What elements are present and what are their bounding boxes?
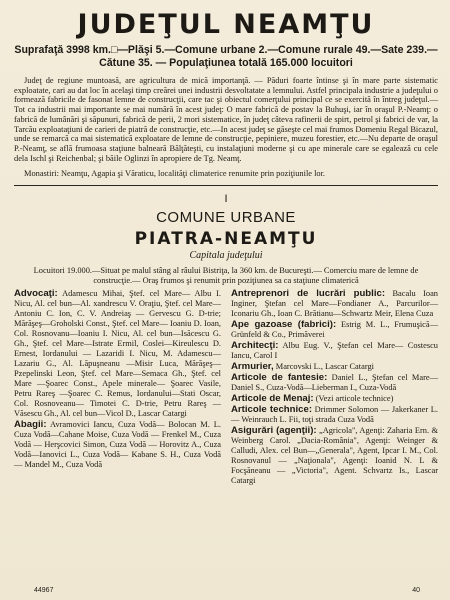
entry-text: Bacalu Ioan Inginer, Ştefan cel Mare—Fondianer A., Parcurilor—Iconariu Gh., Ioan C. Brătianu—Schwartz Meir, Elena Cuza (231, 289, 438, 319)
entry-text: Adamescu Mihai, Ştef. cel Mare— Albu I. Nicu, Al. cel bun—Al. xandrescu V. Oraţiu, Ştef. cel Mare—Antoniu C. Ion, C. V. Andreiaş — Gervescu G. D-trie; Mărăşeş—Groholski Const., Ştef. cel Mare— Ioaniu D. Ioan, Col. Rosnovanu—Ioaniu I. Nicu, Al. cel bun—Isăcescu G. Gh., Ştef. cel Mare—Istrate Ermil, Coslei—Kireulescu D. Ernest, Iordanului — Lazaridi I. Nicu, M. Adamescu—Lazariu G., Al. Lăpuşneanu —Misir Luca, Mărăşeş—Pzepelinski Leon, Ştef. cel Mare—Semaca Gh., Ştef. cel Mare —Şoarec Const., Apele minerale— Şoarec Vasile, Petru Rareş —Şoarec C. Remus, Iordanului—Stati Oscar, Col. Rosnoveanu— Timotei C. D-trie, Petru Rareş —Văsescu Gh., Al. cel bun—Vicol D., Lascar Catargi (14, 289, 221, 419)
entry-text: Estrig M. L., Frumuşică—Grünfeld & Co., Primăverei (231, 320, 438, 340)
city-description: Locuitori 19.000.—Situat pe malul stâng al râului Bistriţa, la 360 km. de Bucureşti.— Comerciu mare de lemne de construcţie.— Oraş frumos şi renumit prin poziţiunea sa ca staţiune climaterică (33, 266, 419, 285)
directory-entry (231, 405, 438, 425)
directory-entry (14, 289, 221, 419)
entry-heading: Advocaţi: (14, 288, 58, 300)
directory-entry (231, 426, 438, 486)
entry-heading: Armurier, (231, 361, 274, 373)
city-title: PIATRA-NEAMŢU (134, 229, 318, 250)
entry-heading: Articole de Menaj: (231, 393, 314, 405)
monasteries-paragraph: Monastiri: Neamţu, Agapia şi Văraticu, localităţi climaterice renumite prin poziţiunile lor. (24, 169, 326, 179)
entry-text: „Agricola", Agenţi: Zaharia Ern. & Weinberg Carol. „Dacia-România", Agenţi: Weinger & Calludi, Alex. cel Bun—„Generala", Agent, Ipcar I. M., Col. Rosnovanul — „Naţionala", Agenţi: Ioanid N. L & Focşăneanu — „Victoria", Agent. Schvartz Is., Lascar Catargi (231, 426, 438, 486)
intro-paragraph: Judeţ de regiune muntoasă, are agricultura de mică importanţă. — Păduri foarte întinse şi în mare parte sistematic exploatate, cari au dat loc în acelaşi timp creărei unei industrii desvoltatate a lemnului. Astfel principala industrie a judeţului o formează fabricile de fasonat lemne de construcţii, care tac şi obiectul comerţului principal ce se exercită în întreg judeţul.—Tot ca industrii mai importante se mai numără în acest judeţ: O mare fabrică de postav la Buhuşi, iar în oraşul P.-Neamţ: o fabrică de lumânări şi săpunuri, fabrică de perii, 2 mori sistematice, în judeţ câteva rafinerii de spirt, petrol şi fabrici de var, la Tarcău exploataţiuni de carieri de piatră de construcţie, etc.—In acest judeţ se găseşte cel mai frumos Domeniu Regal Bicazul, unde se remarcă ca mai sistematică exploatare de lemne de construcţie, pepiniere, muzeu forestier, etc.—Nu departe de oraşul P.-Neamţ, se află frumoasa staţiune balneară Bălţăteşti, cu instalaţiuni moderne şi cu ape minerale care se egalează cu cele dela Ischl şi Reichenbal; şi băile Oglinzi în apropiere de Tg. Neamţ. (14, 76, 438, 163)
page-title: JUDEŢUL NEAMŢU (77, 9, 375, 40)
directory-entry (14, 420, 221, 470)
entry-text: (Vezi articole technice) (313, 394, 394, 404)
entry-heading: Asigurări (agenţii): (231, 425, 317, 437)
directory-entry (231, 362, 438, 372)
section-number: I (224, 193, 228, 206)
entry-heading: Articole technice: (231, 404, 313, 416)
section-title: COMUNE URBANE (156, 209, 296, 227)
entry-heading: Abagii: (14, 419, 47, 431)
stats-line-1: Suprafaţă 3998 km.□—Plăşi 5.—Comune urbane 2.—Comune rurale 49.—Sate 239.— (14, 44, 438, 56)
city-subtitle: Capitala judeţului (189, 250, 263, 262)
entry-text: Albu Eug. V., Ştefan cel Mare— Costescu Iancu, Carol I (231, 341, 438, 361)
directory-entry (231, 289, 438, 319)
directory-entry (231, 394, 438, 404)
entry-heading: Articole de fantesie: (231, 372, 328, 384)
directory-columns (14, 289, 438, 487)
entry-text: Marcovski L., Lascar Catargi (273, 362, 374, 372)
entry-heading: Antreprenori de lucrări public: (231, 288, 386, 300)
entry-text: Daniel L., Ştefan cel Mare—Daniel S., Cuza-Vodă—Lieberman I., Cuza-Vodă (231, 373, 438, 393)
directory-entry (231, 320, 438, 340)
directory-entry (231, 341, 438, 361)
left-column (14, 289, 225, 487)
entry-text: Drimmer Solomon — Jakerkaner L. — Weinrauch L. Fii, toţi strada Cuza Vodă (231, 405, 438, 425)
entry-heading: Architecţi: (231, 340, 279, 352)
directory-entry (231, 373, 438, 393)
entry-heading: Ape gazoase (fabrici): (231, 319, 337, 331)
footer-code: 44967 (34, 587, 54, 594)
right-column (225, 289, 438, 487)
stats-line-2: Cătune 35. — Populaţiunea totală 165.000 locuitori (99, 57, 353, 69)
entry-text: Avramovici Iancu, Cuza Vodă— Bolocan M. L. Cuza Vodă—Cahane Moise, Cuza Vodă — Frenkel M., Cuza Vodă — Herşcovici Simon, Cuza Vodă — Horovitz A., Cuza Vodă—Ianovici L., Cuza Vodă— Kabane S. H., Cuza Vodă — Mandel M., Cuza Vodă (14, 420, 221, 470)
divider (14, 185, 438, 186)
page-number: 40 (412, 587, 420, 594)
